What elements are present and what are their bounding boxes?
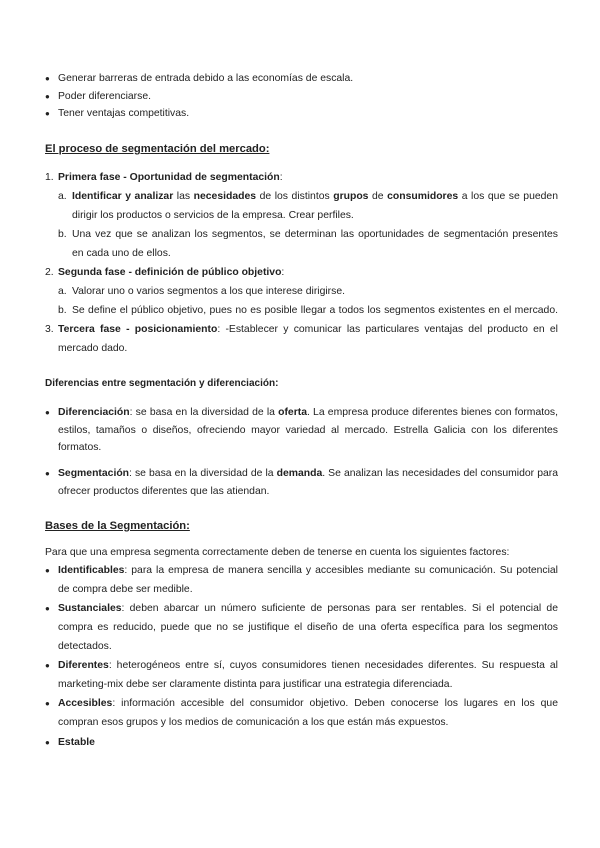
list-letter: a. xyxy=(58,191,67,202)
segmentacion-line-1: Segmentación: se basa en la diversidad de la demanda. Se analizan las necesidades del consumidor para xyxy=(58,468,558,479)
list-number: 3. xyxy=(45,324,54,335)
bullet-icon: ● xyxy=(45,738,50,747)
top-bullet-2: Poder diferenciarse. xyxy=(58,91,151,102)
phase-1-a-line-1: Identificar y analizar las necesidades de los distintos grupos de consumidores a los que se pueden xyxy=(72,191,558,202)
diferentes-line-1: Diferentes: heterogéneos entre sí, cuyos consumidores tienen necesidades diferentes. Su respuesta al xyxy=(58,660,558,671)
diferenciacion-line-1: Diferenciación: se basa en la diversidad de la oferta. La empresa produce diferentes bienes con formatos, xyxy=(58,407,558,418)
bases-intro: Para que una empresa segmenta correctamente deben de tenerse en cuenta los siguientes factores: xyxy=(45,547,510,558)
bullet-icon: ● xyxy=(45,109,50,118)
top-bullet-1: Generar barreras de entrada debido a las economías de escala. xyxy=(58,73,354,84)
list-letter: a. xyxy=(58,286,67,297)
list-number: 2. xyxy=(45,267,54,278)
diferentes-line-2: marketing-mix debe ser claramente distinta para justificar una estrategia diferenciada. xyxy=(58,679,453,690)
phase-3-line-2: mercado dado. xyxy=(58,343,128,354)
estable-label: Estable xyxy=(58,737,95,748)
phase-2-a: Valorar uno o varios segmentos a los que interese dirigirse. xyxy=(72,286,345,297)
top-bullet-3: Tener ventajas competitivas. xyxy=(58,108,190,119)
phase-3-line-1: Tercera fase - posicionamiento: -Establecer y comunicar las particulares ventajas del producto en el xyxy=(58,324,558,335)
bullet-icon: ● xyxy=(45,661,50,670)
bullet-icon: ● xyxy=(45,74,50,83)
diferenciacion-line-2: estilos, tamaños o diseños, ofreciendo mayor variedad al mercado. Estrella Galicia con los diferentes xyxy=(58,425,558,436)
phase-2-title: Segunda fase - definición de público objetivo: xyxy=(58,267,285,278)
phase-1-title: Primera fase - Oportunidad de segmentación: xyxy=(58,172,283,183)
bullet-icon: ● xyxy=(45,699,50,708)
bullet-icon: ● xyxy=(45,408,50,417)
bullet-icon: ● xyxy=(45,566,50,575)
phase-1-a-line-2: dirigir los productos o servicios de la empresa. Crear perfiles. xyxy=(72,210,354,221)
list-letter: b. xyxy=(58,305,67,316)
phase-1-b-line-2: en cada uno de ellos. xyxy=(72,248,171,259)
section-heading-diferencias: Diferencias entre segmentación y diferenciación: xyxy=(45,378,279,389)
bullet-icon: ● xyxy=(45,469,50,478)
list-letter: b. xyxy=(58,229,67,240)
bullet-icon: ● xyxy=(45,92,50,101)
diferenciacion-line-3: formatos. xyxy=(58,442,102,453)
phase-1-b-line-1: Una vez que se analizan los segmentos, se determinan las oportunidades de segmentación presentes xyxy=(72,229,558,240)
identificables-line-1: Identificables: para la empresa de manera sencilla y accesibles mediante su comunicación. Su potencial xyxy=(58,565,558,576)
sustanciales-line-2: compra es reducido, puede que no se justifique el diseño de una oferta específica para los segmentos xyxy=(58,622,558,633)
accesibles-line-2: compran esos grupos y los medios de comunicación a los que están más expuestos. xyxy=(58,717,449,728)
phase-2-b: Se define el público objetivo, pues no es posible llegar a todos los segmentos existentes en el mercado. xyxy=(72,305,558,316)
sustanciales-line-1: Sustanciales: deben abarcar un número suficiente de personas para ser rentables. Si el potencial de xyxy=(58,603,558,614)
identificables-line-2: de compra debe ser medible. xyxy=(58,584,193,595)
section-heading-proceso: El proceso de segmentación del mercado: xyxy=(45,143,270,155)
bullet-icon: ● xyxy=(45,604,50,613)
list-number: 1. xyxy=(45,172,54,183)
section-heading-bases: Bases de la Segmentación: xyxy=(45,520,190,532)
sustanciales-line-3: detectados. xyxy=(58,641,112,652)
accesibles-line-1: Accesibles: información accesible del consumidor objetivo. Deben conocerse los lugares en los que xyxy=(58,698,558,709)
segmentacion-line-2: ofrecer productos diferentes que las atiendan. xyxy=(58,486,270,497)
